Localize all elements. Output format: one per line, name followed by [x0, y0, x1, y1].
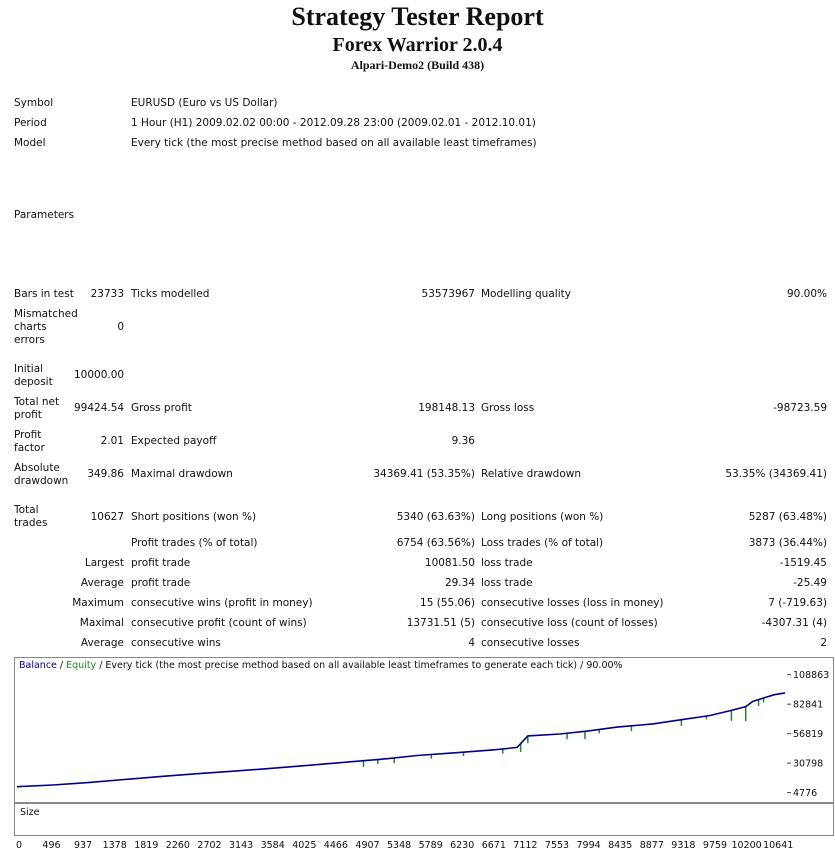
trades-label: Total trades	[14, 504, 48, 529]
mcloss-label: consecutive loss (count of losses)	[481, 617, 658, 629]
ll-label: loss trade	[481, 557, 533, 569]
x-tick-label: 6230	[450, 840, 475, 851]
quality-label: Modelling quality	[481, 288, 571, 300]
mismatch-value: 0	[117, 321, 124, 333]
x-tick-label: 8435	[608, 840, 633, 851]
x-tick-label: 3143	[229, 840, 254, 851]
legend-description: / Every tick (the most precise method based on all available least timeframes to generate each tick) / 90.00%	[96, 660, 623, 671]
pf-value: 2.01	[100, 435, 124, 447]
model-label: Model	[14, 137, 46, 149]
netprofit-label: Total net profit	[14, 396, 60, 421]
acw-value: 4	[468, 637, 475, 649]
x-tick-label: 7994	[576, 840, 601, 851]
lt-label: Loss trades (% of total)	[481, 537, 604, 549]
balance-chart	[14, 657, 834, 803]
x-tick-label: 9759	[702, 840, 728, 851]
mcp-value: 13731.51 (5)	[406, 617, 475, 629]
maxdd-label: Maximal drawdown	[131, 468, 233, 480]
y-tick-label: 82841	[793, 699, 824, 711]
y-tick-label: 108863	[793, 670, 830, 682]
reldd-value: 53.35% (34369.41)	[725, 468, 827, 480]
largest-label: Largest	[84, 557, 124, 569]
deposit-value: 10000.00	[74, 369, 125, 381]
mcw-label: consecutive wins (profit in money)	[131, 597, 313, 609]
al-label: loss trade	[481, 577, 533, 589]
mcw-value: 15 (55.06)	[420, 597, 475, 609]
x-tick-label: 10200	[731, 840, 762, 851]
x-tick-label: 6671	[481, 840, 506, 851]
payoff-label: Expected payoff	[131, 435, 217, 447]
size-panel	[14, 803, 834, 836]
y-tick-label: 56819	[793, 729, 824, 741]
grossloss-value: -98723.59	[773, 402, 827, 414]
chart-legend: Balance / Equity / Every tick (the most precise method based on all available least timeframes to generate each tick) / 90.00%	[19, 660, 623, 671]
x-tick-label: 3584	[260, 840, 285, 851]
ticks-label: Ticks modelled	[131, 288, 210, 300]
mismatch-label: Mismatched charts errors	[14, 308, 78, 346]
ticks-value: 53573967	[421, 288, 475, 300]
grossprofit-label: Gross profit	[131, 402, 192, 414]
payoff-value: 9.36	[451, 435, 475, 447]
x-tick-label: 5348	[387, 840, 412, 851]
average-label: Average	[80, 577, 124, 589]
maximum-label: Maximum	[72, 597, 124, 609]
acl-label: consecutive losses	[481, 637, 580, 649]
report-title: Strategy Tester Report	[291, 2, 544, 31]
deposit-label: Initial deposit	[14, 363, 53, 388]
model-value: Every tick (the most precise method based on all available least timeframes)	[131, 137, 537, 149]
maxdd-value: 34369.41 (53.35%)	[373, 468, 475, 480]
x-tick-label: 7553	[544, 840, 570, 851]
server-build: Alpari-Demo2 (Build 438)	[350, 58, 485, 72]
reldd-label: Relative drawdown	[481, 468, 582, 480]
acw-label: consecutive wins	[131, 637, 221, 649]
grossprofit-value: 198148.13	[418, 402, 475, 414]
grossloss-label: Gross loss	[481, 402, 535, 414]
al-value: -25.49	[793, 577, 827, 589]
long-value: 5287 (63.48%)	[748, 511, 827, 523]
absdd-label: Absolute drawdown	[14, 462, 69, 487]
pt-value: 6754 (63.56%)	[396, 537, 475, 549]
y-tick-label: 30798	[793, 758, 824, 770]
period-label: Period	[14, 117, 47, 129]
symbol-label: Symbol	[14, 97, 54, 109]
x-tick-label: 4907	[355, 840, 380, 851]
ap-value: 29.34	[444, 577, 475, 589]
acl-value: 2	[820, 637, 827, 649]
legend-equity: Equity	[66, 660, 97, 671]
pf-label: Profit factor	[14, 429, 45, 454]
x-axis	[0, 836, 835, 854]
x-tick-label: 4025	[292, 840, 317, 851]
x-tick-label: 5789	[418, 840, 443, 851]
bars-value: 23733	[90, 288, 124, 300]
short-value: 5340 (63.63%)	[396, 511, 475, 523]
mcloss-value: -4307.31 (4)	[761, 617, 827, 629]
expert-name: Forex Warrior 2.0.4	[332, 34, 503, 56]
x-tick-label: 9318	[671, 840, 696, 851]
size-label: Size	[20, 807, 40, 818]
lt-value: 3873 (36.44%)	[748, 537, 827, 549]
long-label: Long positions (won %)	[481, 511, 604, 523]
pt-label: Profit trades (% of total)	[131, 537, 258, 549]
balance-line	[17, 693, 785, 787]
period-value: 1 Hour (H1) 2009.02.02 00:00 - 2012.09.28 23:00 (2009.02.01 - 2012.10.01)	[131, 117, 536, 129]
average2-label: Average	[80, 637, 124, 649]
mcl-label: consecutive losses (loss in money)	[481, 597, 664, 609]
maximal-label: Maximal	[79, 617, 124, 629]
legend-balance: Balance	[19, 660, 57, 671]
chart-plot	[15, 658, 833, 802]
ll-value: -1519.45	[779, 557, 827, 569]
x-tick-label: 496	[42, 840, 61, 851]
y-tick-label: 4776	[793, 788, 818, 800]
lp-label: profit trade	[131, 557, 191, 569]
trades-value: 10627	[90, 511, 124, 523]
x-tick-label: 4466	[323, 840, 348, 851]
x-tick-label: 0	[16, 840, 23, 851]
x-tick-label: 937	[74, 840, 93, 851]
mcp-label: consecutive profit (count of wins)	[131, 617, 307, 629]
mcl-value: 7 (-719.63)	[768, 597, 827, 609]
x-tick-label: 2260	[165, 840, 190, 851]
quality-value: 90.00%	[786, 288, 827, 300]
x-tick-label: 1819	[134, 840, 159, 851]
ap-label: profit trade	[131, 577, 191, 589]
x-tick-label: 2702	[197, 840, 222, 851]
x-tick-label: 10641	[763, 840, 794, 851]
symbol-value: EURUSD (Euro vs US Dollar)	[131, 97, 278, 109]
bars-label: Bars in test	[14, 288, 74, 300]
parameters-label: Parameters	[14, 209, 75, 221]
short-label: Short positions (won %)	[131, 511, 257, 523]
x-tick-label: 8877	[639, 840, 664, 851]
x-tick-label: 7112	[513, 840, 538, 851]
netprofit-value: 99424.54	[74, 402, 125, 414]
lp-value: 10081.50	[424, 557, 475, 569]
absdd-value: 349.86	[87, 468, 124, 480]
x-tick-label: 1378	[102, 840, 127, 851]
